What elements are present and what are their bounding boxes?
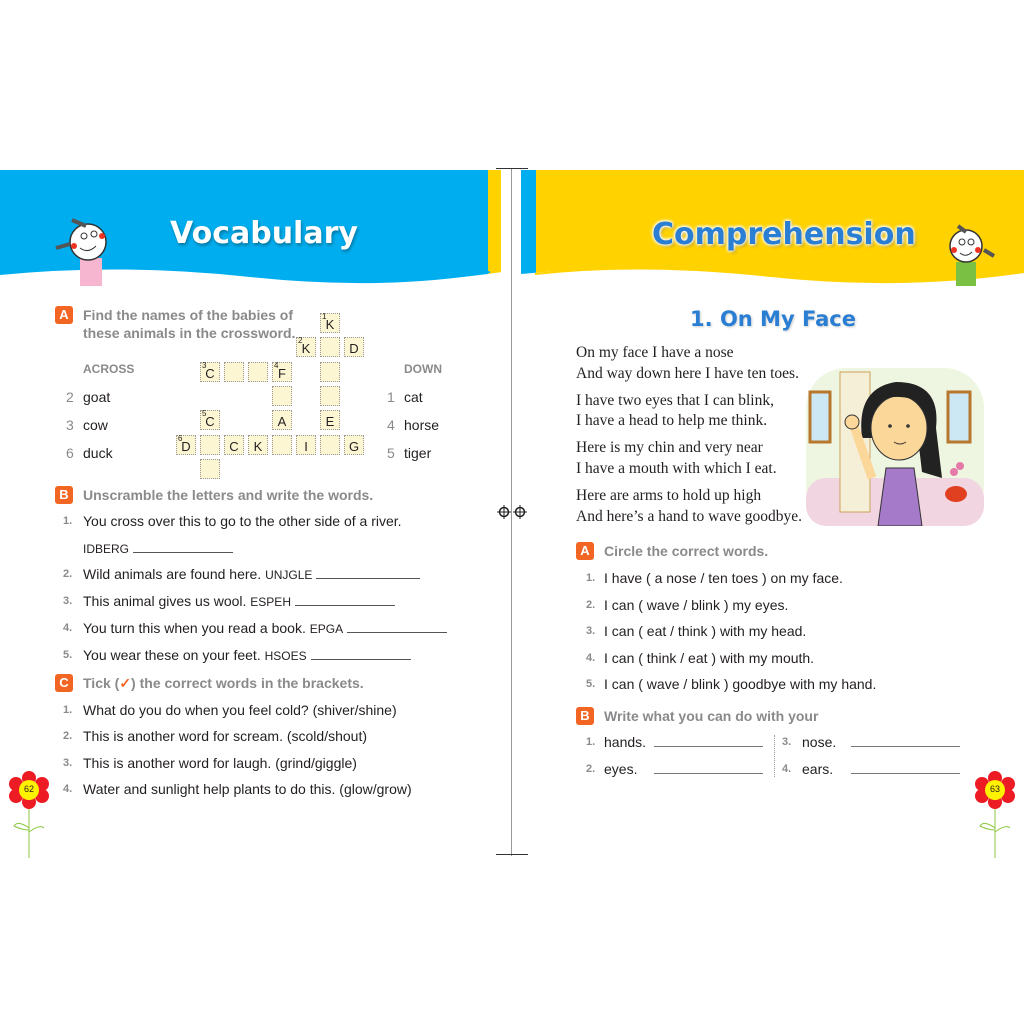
- comp-section-b-instruction: Write what you can do with your: [604, 708, 819, 724]
- clue-number: 6: [178, 433, 183, 443]
- crossword-cell[interactable]: [320, 386, 340, 406]
- cell-letter: D: [181, 438, 191, 454]
- crossword-cell[interactable]: [224, 435, 244, 455]
- comprehension-title: Comprehension: [652, 217, 916, 252]
- crossword-cell[interactable]: [176, 435, 196, 455]
- crossword-cell[interactable]: [320, 337, 340, 357]
- clue-number: 5: [202, 409, 207, 419]
- cell-letter: C: [205, 365, 215, 381]
- clue-word: duck: [83, 445, 113, 461]
- scrambled-word: EPGA: [309, 622, 344, 636]
- tick-item[interactable]: This is another word for laugh. (grind/giggle): [83, 755, 357, 771]
- item-number: 5.: [63, 649, 73, 661]
- body-part-label: ears.: [802, 761, 834, 777]
- tick-item[interactable]: Water and sunlight help plants to do this. (glow/grow): [83, 781, 412, 797]
- question-text: You turn this when you read a book.: [83, 620, 306, 636]
- crossword-cell[interactable]: [344, 337, 364, 357]
- clue-word: cow: [83, 417, 108, 433]
- instruction-text: Tick (: [83, 675, 120, 691]
- poem-line: And way down here I have ten toes.: [576, 365, 799, 382]
- section-a-instruction: [83, 306, 295, 342]
- clue-number: 2: [298, 336, 303, 346]
- item-number: 3.: [586, 625, 596, 637]
- unscramble-item: [83, 512, 402, 530]
- item-number: 1.: [586, 572, 596, 584]
- answer-line[interactable]: [654, 773, 763, 774]
- column-divider: [774, 735, 775, 777]
- poem-line: Here is my chin and very near: [576, 439, 763, 456]
- item-number: 1.: [63, 704, 73, 716]
- body-part-label: eyes.: [604, 761, 638, 777]
- item-number: 3.: [63, 595, 73, 607]
- instruction-line: these animals in the crossword.: [83, 325, 296, 341]
- scrambled-word: HSOES: [264, 649, 307, 663]
- circle-item[interactable]: I can ( think / eat ) with my mouth.: [604, 650, 815, 666]
- unscramble-item: [83, 592, 395, 611]
- crossword-cell[interactable]: [272, 362, 292, 382]
- scramble-row: [83, 539, 233, 558]
- crossword-cell[interactable]: [200, 410, 220, 430]
- clue-number: 4: [387, 417, 395, 433]
- girl-waving-illustration: [806, 368, 984, 526]
- crossword-cell[interactable]: [344, 435, 364, 455]
- item-number: 2.: [586, 763, 596, 775]
- item-number: 4.: [782, 763, 792, 775]
- cell-letter: E: [325, 414, 335, 430]
- crossword-cell[interactable]: [272, 386, 292, 406]
- cell-letter: K: [325, 317, 335, 332]
- comp-section-b-badge: B: [576, 707, 594, 725]
- poem-line: And here’s a hand to wave goodbye.: [576, 508, 802, 525]
- answer-line[interactable]: [654, 746, 763, 747]
- poem-line: I have a head to help me think.: [576, 412, 768, 429]
- cell-letter: I: [304, 438, 308, 454]
- circle-item[interactable]: I have ( a nose / ten toes ) on my face.: [604, 570, 843, 586]
- clue-number: 2: [66, 389, 74, 405]
- cell-letter: G: [348, 438, 360, 454]
- clue-number: 6: [66, 445, 74, 461]
- crossword-cell[interactable]: [320, 410, 340, 430]
- body-part-label: nose.: [802, 734, 837, 750]
- poem-line: Here are arms to hold up high: [576, 487, 762, 504]
- page-number-62: 62: [23, 784, 34, 794]
- crop-mark-bottom: [496, 854, 528, 855]
- cell-letter: C: [205, 414, 215, 430]
- section-a-badge: A: [55, 306, 73, 324]
- crossword-cell[interactable]: [200, 435, 220, 455]
- circle-item[interactable]: I can ( wave / blink ) goodbye with my hand.: [604, 676, 877, 692]
- crossword-cell[interactable]: [200, 362, 220, 382]
- crossword-cell[interactable]: [224, 362, 244, 382]
- item-number: 5.: [586, 678, 596, 690]
- answer-line[interactable]: [295, 604, 395, 606]
- crossword-cell[interactable]: [272, 435, 292, 455]
- crossword-cell[interactable]: [272, 410, 292, 430]
- tick-item[interactable]: This is another word for scream. (scold/shout): [83, 728, 367, 744]
- answer-line[interactable]: [347, 631, 447, 633]
- item-number: 3.: [782, 736, 792, 748]
- poem-line: I have two eyes that I can blink,: [576, 392, 774, 409]
- section-c-badge: C: [55, 674, 73, 692]
- cell-letter: D: [349, 341, 359, 357]
- clue-word: horse: [404, 417, 440, 433]
- clue-number: 5: [387, 445, 395, 461]
- question-text: Wild animals are found here.: [83, 566, 262, 582]
- clue-word: tiger: [404, 445, 432, 461]
- girl-mascot-left-icon: [52, 214, 124, 286]
- item-number: 1.: [63, 515, 73, 527]
- comp-section-a-badge: A: [576, 542, 594, 560]
- clue-number: 1: [322, 312, 327, 321]
- clue-number: 1: [387, 389, 395, 405]
- circle-item[interactable]: I can ( eat / think ) with my head.: [604, 623, 807, 639]
- question-text: You cross over this to go to the other side of a river.: [83, 513, 402, 529]
- answer-line[interactable]: [311, 658, 411, 660]
- crossword-cell[interactable]: [248, 362, 268, 382]
- item-number: 2.: [63, 568, 73, 580]
- down-label: DOWN: [404, 362, 442, 376]
- clue-number: 4: [274, 360, 279, 370]
- scrambled-word: ESPEH: [250, 595, 291, 609]
- poem-line: I have a mouth with which I eat.: [576, 460, 777, 477]
- circle-item[interactable]: I can ( wave / blink ) my eyes.: [604, 597, 789, 613]
- tick-icon: ✓: [119, 675, 132, 691]
- crossword-cell[interactable]: [320, 313, 340, 333]
- instruction-line: Find the names of the babies of: [83, 307, 294, 323]
- crossword-cell[interactable]: [296, 337, 316, 357]
- item-number: 4.: [63, 783, 73, 795]
- girl-mascot-right-icon: [936, 222, 996, 286]
- unscramble-item: [83, 619, 447, 638]
- body-part-label: hands.: [604, 734, 647, 750]
- crossword-cell[interactable]: [320, 435, 340, 455]
- crossword-cell[interactable]: [248, 435, 268, 455]
- clue-number: 3: [66, 417, 74, 433]
- item-number: 3.: [63, 757, 73, 769]
- cell-letter: C: [229, 438, 239, 454]
- scrambled-word: UNJGLE: [265, 568, 313, 582]
- cell-letter: K: [301, 341, 311, 357]
- item-number: 4.: [586, 652, 596, 664]
- item-number: 1.: [586, 736, 596, 748]
- question-text: This animal gives us wool.: [83, 593, 247, 609]
- section-b-badge: B: [55, 486, 73, 504]
- clue-word: goat: [83, 389, 111, 405]
- section-b-instruction: Unscramble the letters and write the words.: [83, 487, 374, 503]
- answer-line[interactable]: [851, 773, 960, 774]
- vocabulary-title: Vocabulary: [170, 216, 358, 251]
- question-text: You wear these on your feet.: [83, 647, 261, 663]
- poem-line: On my face I have a nose: [576, 344, 734, 361]
- item-number: 2.: [63, 730, 73, 742]
- unscramble-item: [83, 646, 411, 665]
- crop-mark-top: [496, 168, 528, 169]
- answer-line[interactable]: [133, 551, 233, 553]
- cell-letter: K: [253, 438, 263, 454]
- poem-title: 1. On My Face: [690, 307, 856, 331]
- answer-line[interactable]: [851, 746, 960, 747]
- crossword-cell[interactable]: [296, 435, 316, 455]
- across-label: ACROSS: [83, 362, 135, 376]
- item-number: 2.: [586, 599, 596, 611]
- clue-word: cat: [404, 389, 423, 405]
- tick-item[interactable]: What do you do when you feel cold? (shiver/shine): [83, 702, 397, 718]
- answer-line[interactable]: [316, 577, 420, 579]
- clue-number: 3: [202, 360, 207, 370]
- section-c-instruction: [83, 674, 364, 692]
- cell-letter: A: [277, 414, 287, 430]
- crossword-cell[interactable]: [320, 362, 340, 382]
- cell-letter: F: [278, 365, 286, 381]
- unscramble-item: [83, 565, 420, 584]
- crossword-cell[interactable]: [200, 459, 220, 479]
- page-number-63: 63: [989, 784, 1000, 794]
- registration-mark-icon: [497, 505, 527, 519]
- comp-section-a-instruction: Circle the correct words.: [604, 543, 769, 559]
- instruction-text: ) the correct words in the brackets.: [131, 675, 364, 691]
- item-number: 4.: [63, 622, 73, 634]
- scrambled-word: IDBERG: [83, 542, 130, 556]
